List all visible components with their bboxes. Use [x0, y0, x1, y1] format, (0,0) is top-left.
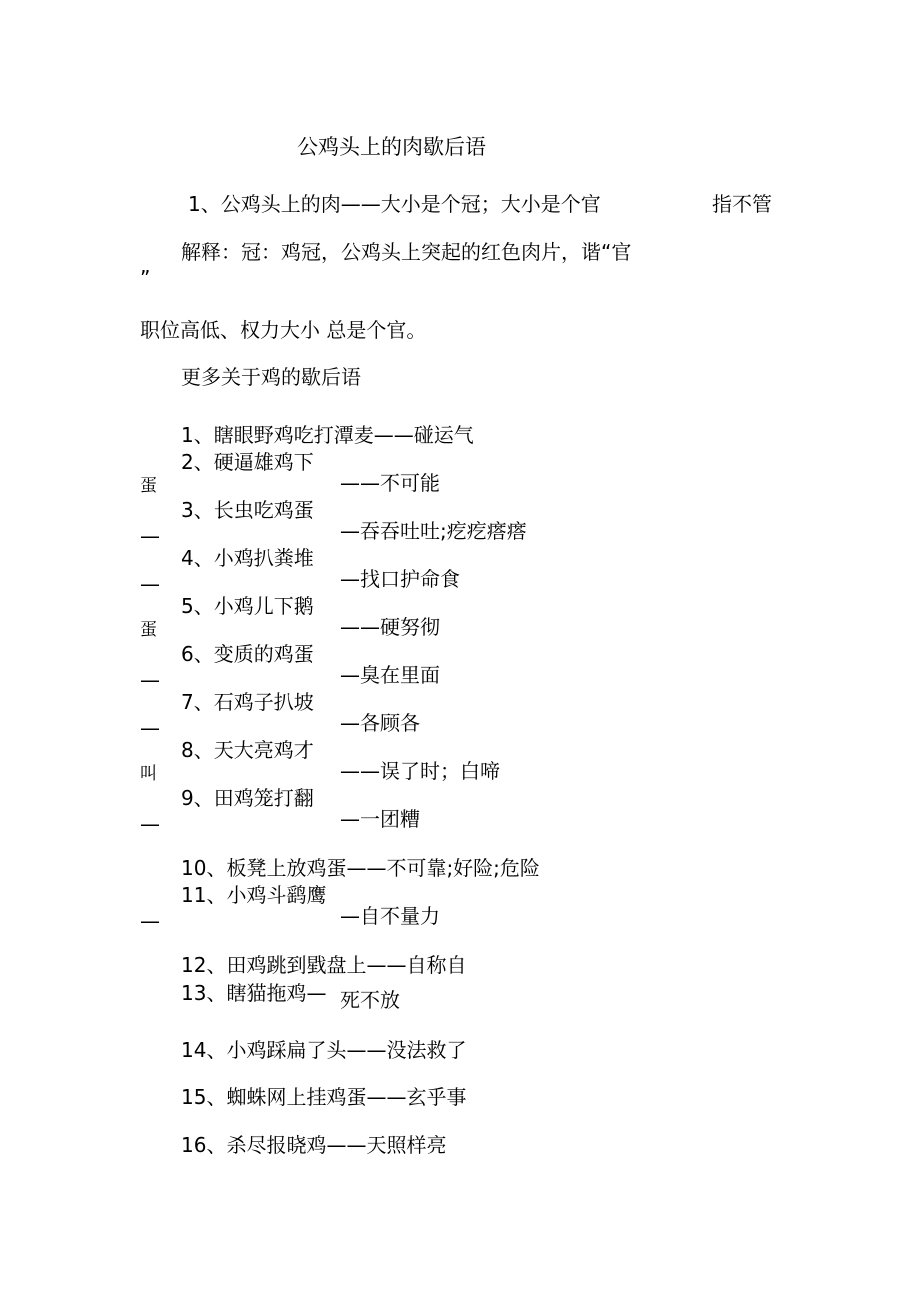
first-saying-tail: 指不管: [712, 192, 772, 216]
saying-answer: —臭在里面: [340, 663, 440, 687]
saying-item: 11、小鸡斗鹞鹰: [181, 883, 327, 907]
saying-answer: 死不放: [340, 988, 400, 1012]
first-saying: 1、公鸡头上的肉——大小是个冠；大小是个官: [188, 192, 601, 216]
saying-item: 3、长虫吃鸡蛋: [181, 498, 314, 522]
saying-answer: —自不量力: [340, 904, 440, 928]
saying-item: 13、瞎猫拖鸡—: [181, 981, 327, 1005]
saying-margin-mark: —: [140, 524, 160, 548]
saying-item: 16、杀尽报晓鸡——天照样亮: [181, 1133, 447, 1157]
saying-item: 5、小鸡儿下鹅: [181, 594, 314, 618]
saying-item: 15、蜘蛛网上挂鸡蛋——玄乎事: [181, 1085, 467, 1109]
more-heading: 更多关于鸡的歇后语: [181, 365, 361, 389]
saying-margin-mark: 蛋: [140, 620, 157, 640]
saying-item: 10、板凳上放鸡蛋——不可靠;好险;危险: [181, 856, 540, 880]
saying-margin-mark: 蛋: [140, 476, 157, 496]
saying-answer: —一团糟: [340, 807, 420, 831]
explanation-line-2: 职位高低、权力大小 总是个官。: [140, 318, 427, 342]
saying-answer: ——误了时；白啼: [340, 759, 500, 783]
saying-item: 14、小鸡踩扁了头——没法救了: [181, 1038, 467, 1062]
saying-item: 9、田鸡笼打翻: [181, 786, 314, 810]
page-title: 公鸡头上的肉歇后语: [297, 135, 486, 159]
saying-margin-mark: —: [140, 909, 160, 933]
saying-item: 4、小鸡扒粪堆: [181, 546, 314, 570]
saying-answer: —吞吞吐吐;疙疙瘩瘩: [340, 519, 527, 543]
explanation-quote-close: ”: [140, 266, 151, 290]
saying-item: 7、石鸡子扒坡: [181, 690, 314, 714]
saying-item: 1、瞎眼野鸡吃打潭麦——碰运气: [181, 423, 474, 447]
saying-answer: —找口护命食: [340, 567, 460, 591]
saying-answer: ——硬努彻: [340, 615, 440, 639]
saying-item: 8、天大亮鸡才: [181, 738, 314, 762]
saying-answer: —各顾各: [340, 711, 420, 735]
saying-answer: ——不可能: [340, 471, 440, 495]
saying-item: 12、田鸡跳到戥盘上——自称自: [181, 953, 467, 977]
saying-margin-mark: —: [140, 812, 160, 836]
saying-margin-mark: —: [140, 668, 160, 692]
saying-margin-mark: 叫: [140, 764, 157, 784]
saying-margin-mark: —: [140, 572, 160, 596]
saying-item: 2、硬逼雄鸡下: [181, 450, 314, 474]
explanation-line-1: 解释：冠：鸡冠，公鸡头上突起的红色肉片，谐“官: [181, 240, 632, 264]
saying-margin-mark: —: [140, 716, 160, 740]
saying-item: 6、变质的鸡蛋: [181, 642, 314, 666]
